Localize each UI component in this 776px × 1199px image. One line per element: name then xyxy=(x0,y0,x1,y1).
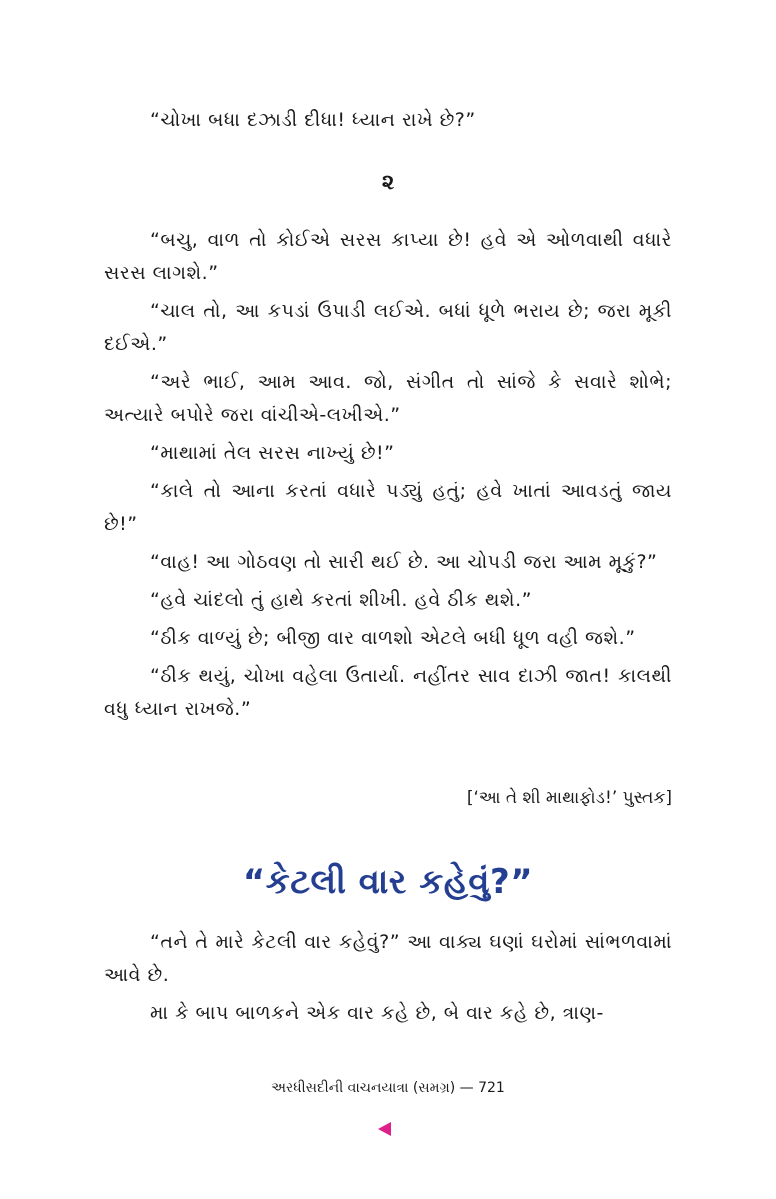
intro-line: “ચોખા બધા દઝાડી દીધા! ધ્યાન રાખે છે?” xyxy=(150,109,476,131)
dialogue-paragraph: “કાલે તો આના કરતાં વધારે પડ્યું હતું; હવે ખાતાં આવડતું જાય છે!” xyxy=(104,480,672,535)
essay-title: “કેટલી વાર કહેવું?” xyxy=(242,862,534,902)
source-citation: [‘આ તે શી માથાફોડ!’ પુસ્તક] xyxy=(466,788,672,808)
page-footer: અરધીસદીની વાચનયાત્રા (સમગ્ર) — 721 xyxy=(271,1080,505,1096)
section-number: ૨ xyxy=(381,170,395,194)
dialogue-paragraph: “અરે ભાઈ, આમ આવ. જો, સંગીત તો સાંજે કે સવારે શોભે; અત્યારે બપોરે જરા વાંચીએ-લખીએ.” xyxy=(104,371,672,426)
dialogue-paragraph: “બચુ, વાળ તો કોઈએ સરસ કાપ્યા છે! હવે એ ઓળવાથી વધારે સરસ લાગશે.” xyxy=(104,229,672,284)
essay-body xyxy=(104,926,672,1030)
essay-paragraph: મા કે બાપ બાળકને એક વાર કહે છે, બે વાર કહે છે, ત્રાણ- xyxy=(150,1002,604,1024)
dialogue-paragraph: “હવે ચાંદલો તું હાથે કરતાં શીખી. હવે ઠીક થશે.” xyxy=(150,589,532,611)
dialogue-paragraph: “વાહ! આ ગોઠવણ તો સારી થઈ છે. આ ચોપડી જરા આમ મૂકું?” xyxy=(150,551,658,573)
previous-page-arrow-icon[interactable] xyxy=(378,1122,391,1136)
dialogue-paragraph: “ઠીક થયું, ચોખા વહેલા ઉતાર્યા. નહીંતર સાવ દાઝી જાત! કાલથી વધુ ધ્યાન રાખજે.” xyxy=(104,665,672,720)
essay-paragraph: “તને તે મારે કેટલી વાર કહેવું?” આ વાક્ય ઘણાં ઘરોમાં સાંભળવામાં આવે છે. xyxy=(104,931,672,986)
dialogue-block xyxy=(104,224,672,726)
dialogue-paragraph: “માથામાં તેલ સરસ નાખ્યું છે!” xyxy=(150,442,395,464)
dialogue-paragraph: “ચાલ તો, આ કપડાં ઉપાડી લઈએ. બધાં ધૂળે ભરાય છે; જરા મૂકી દઈએ.” xyxy=(104,300,672,355)
dialogue-paragraph: “ઠીક વાળ્યું છે; બીજી વાર વાળશો એટલે બધી ધૂળ વહી જશે.” xyxy=(150,627,636,649)
